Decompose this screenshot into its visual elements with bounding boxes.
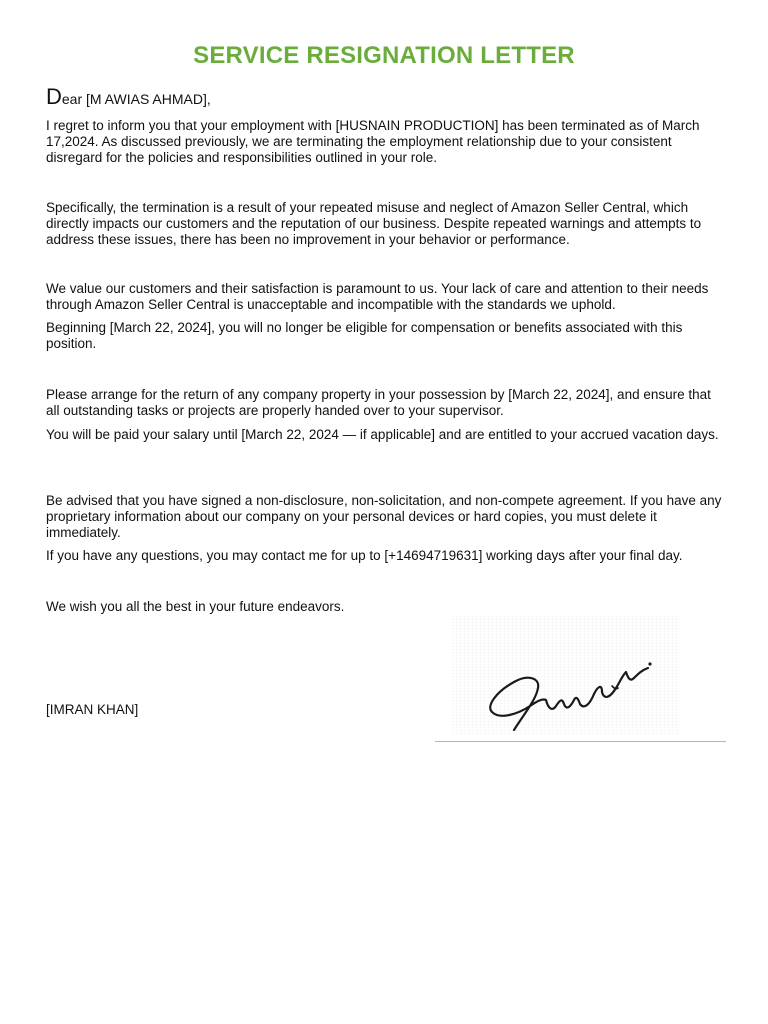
paragraph-closing: We wish you all the best in your future endeavors. [46,599,345,614]
paragraph-nda: Be advised that you have signed a non-disclosure, non-solicitation, and non-compete agreement. If you have any proprietary information about our company on your personal devices or hard copies, you must delete it immediately. [46,493,722,540]
greeting-initial: D [46,84,62,109]
paragraph-termination-reason: Specifically, the termination is a result of your repeated misuse and neglect of Amazon Seller Central, which directly impacts our customers and the reputation of our business. Despite repeated warnings and attempts to address these issues, there has been no improvement in your behavior or performance. [46,200,702,247]
signer-name: [IMRAN KHAN] [46,702,139,717]
signature-line [435,741,726,742]
paragraph-benefits-end: Beginning [March 22, 2024], you will no longer be eligible for compensation or benefits associated with this position. [46,320,683,351]
greeting [46,86,211,108]
paragraph-salary: You will be paid your salary until [March 22, 2024 — if applicable] and are entitled to your accrued vacation days. [46,427,719,442]
signature-image [452,616,680,734]
paragraph-contact: If you have any questions, you may contact me for up to [+14694719631] working days after your final day. [46,548,683,563]
paragraph-customer-value: We value our customers and their satisfaction is paramount to us. Your lack of care and attention to their needs through Amazon Seller Central is unacceptable and incompatible with the standards we uphold. [46,281,709,312]
handwritten-signature-icon [452,616,680,734]
paragraph-company-property: Please arrange for the return of any company property in your possession by [March 22, 2024], and ensure that all outstanding tasks or projects are properly handed over to your supervisor. [46,387,711,418]
paragraph-termination-notice: I regret to inform you that your employment with [HUSNAIN PRODUCTION] has been terminated as of March 17,2024. As discussed previously, we are terminating the employment relationship due to your consistent disregard for the policies and responsibilities outlined in your role. [46,118,700,165]
greeting-text: ear [M AWIAS AHMAD], [61,91,211,107]
letter-title: SERVICE RESIGNATION LETTER [193,42,575,69]
